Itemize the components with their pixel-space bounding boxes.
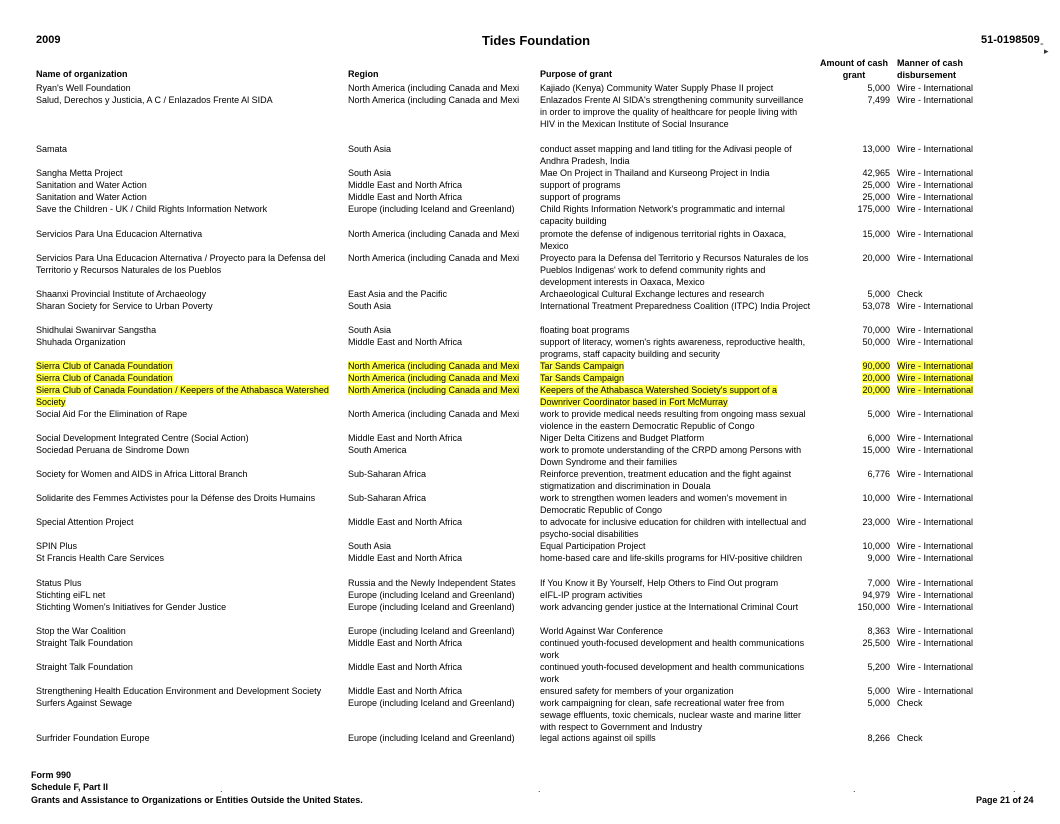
region: South Asia — [348, 168, 392, 178]
org-name: Salud, Derechos y Justicia, A C / Enlazados Frente Al SIDA — [36, 95, 273, 105]
disbursement-method: Wire - International — [897, 361, 974, 371]
org-name: SPIN Plus — [36, 541, 78, 551]
cash-amount: 50,000 — [862, 337, 890, 347]
cash-amount: 5,000 — [867, 686, 890, 696]
org-name: Save the Children - UK / Child Rights Information Network — [36, 204, 268, 214]
column-header-name: Name of organization — [36, 69, 128, 79]
cash-amount: 53,078 — [862, 301, 890, 311]
column-header-purpose: Purpose of grant — [540, 69, 613, 79]
disbursement-method: Wire - International — [897, 204, 974, 214]
cash-amount: 5,200 — [867, 662, 890, 672]
disbursement-method: Check — [897, 698, 923, 708]
disbursement-method: Wire - International — [897, 602, 974, 612]
cash-amount: 94,979 — [862, 590, 890, 600]
scan-mark: - — [1040, 38, 1044, 50]
grant-purpose: continued youth-focused development and health communications work — [540, 662, 805, 684]
org-name: Social Aid For the Elimination of Rape — [36, 409, 188, 419]
grant-purpose: Keepers of the Athabasca Watershed Society's support of a Downriver Coordinator based in Fort McMurray — [540, 385, 778, 407]
region: Europe (including Iceland and Greenland) — [348, 204, 515, 214]
disbursement-method: Wire - International — [897, 662, 974, 672]
region: Middle East and North Africa — [348, 517, 463, 527]
cash-amount: 5,000 — [867, 83, 890, 93]
cash-amount: 90,000 — [862, 361, 890, 371]
org-name: Sanitation and Water Action — [36, 180, 147, 190]
cash-amount: 8,363 — [867, 626, 890, 636]
cash-amount: 7,499 — [867, 95, 890, 105]
grant-purpose: work campaigning for clean, safe recreational water free from sewage effluents, toxic chemicals, nuclear waste and marine litter with respect to Government and Industry — [540, 698, 801, 732]
cash-amount: 25,000 — [862, 192, 890, 202]
cash-amount: 20,000 — [862, 373, 890, 383]
grant-purpose: International Treatment Preparedness Coalition (ITPC) India Project — [540, 301, 811, 311]
org-name: Sanitation and Water Action — [36, 192, 147, 202]
region: North America (including Canada and Mexi — [348, 83, 520, 93]
region: South Asia — [348, 301, 392, 311]
disbursement-method: Wire - International — [897, 638, 974, 648]
org-name: Solidarite des Femmes Activistes pour la Défense des Droits Humains — [36, 493, 316, 503]
schedule-label: Schedule F, Part II — [31, 782, 109, 792]
disbursement-method: Wire - International — [897, 469, 974, 479]
form-number: Form 990 — [31, 770, 72, 780]
cash-amount: 150,000 — [857, 602, 890, 612]
cash-amount: 15,000 — [862, 229, 890, 239]
column-header-amount: Amount of cash grant — [819, 58, 888, 80]
disbursement-method: Wire - International — [897, 253, 974, 263]
cash-amount: 70,000 — [862, 325, 890, 335]
org-name: Sierra Club of Canada Foundation — [36, 361, 173, 371]
grant-purpose: to advocate for inclusive education for children with intellectual and psycho-social disabilities — [540, 517, 807, 539]
scan-mark: ▸ — [1044, 46, 1049, 56]
region: Middle East and North Africa — [348, 192, 463, 202]
scan-dot: . — [853, 784, 856, 794]
grant-purpose: Niger Delta Citizens and Budget Platform — [540, 433, 705, 443]
cash-amount: 5,000 — [867, 698, 890, 708]
grant-purpose: work to strengthen women leaders and women's movement in Democratic Republic of Congo — [540, 493, 787, 515]
region: East Asia and the Pacific — [348, 289, 448, 299]
disbursement-method: Wire - International — [897, 385, 974, 395]
cash-amount: 23,000 — [862, 517, 890, 527]
disbursement-method: Wire - International — [897, 578, 974, 588]
org-name: Social Development Integrated Centre (Social Action) — [36, 433, 249, 443]
disbursement-method: Wire - International — [897, 337, 974, 347]
grant-purpose: support of programs — [540, 192, 621, 202]
region: North America (including Canada and Mexi — [348, 409, 520, 419]
org-name: Servicios Para Una Educacion Alternativa — [36, 229, 203, 239]
grant-purpose: Enlazados Frente Al SIDA's strengthening community surveillance in order to improve the quality of healthcare for people living with HIV in the Mexican Institute of Social Insurance — [540, 95, 804, 129]
region: North America (including Canada and Mexi — [348, 385, 520, 395]
disbursement-method: Wire - International — [897, 168, 974, 178]
disbursement-method: Wire - International — [897, 433, 974, 443]
region: Middle East and North Africa — [348, 638, 463, 648]
org-name: Stichting Women's Initiatives for Gender Justice — [36, 602, 227, 612]
region: South Asia — [348, 144, 392, 154]
org-name: Sierra Club of Canada Foundation — [36, 373, 173, 383]
cash-amount: 6,000 — [867, 433, 890, 443]
org-name: Servicios Para Una Educacion Alternativa / Proyecto para la Defensa del Territorio y Recursos Naturales de los Pueblos — [36, 253, 326, 275]
grant-purpose: If You Know it By Yourself, Help Others to Find Out program — [540, 578, 779, 588]
region: North America (including Canada and Mexi — [348, 373, 520, 383]
grant-purpose: support of literacy, women's rights awareness, reproductive health, programs, staff capacity building and security — [540, 337, 806, 359]
org-name: Straight Talk Foundation — [36, 638, 133, 648]
region: Middle East and North Africa — [348, 662, 463, 672]
grant-purpose: World Against War Conference — [540, 626, 664, 636]
grant-purpose: Tar Sands Campaign — [540, 361, 625, 371]
grant-purpose: promote the defense of indigenous territorial rights in Oaxaca, Mexico — [540, 229, 787, 251]
cash-amount: 10,000 — [862, 493, 890, 503]
disbursement-method: Wire - International — [897, 325, 974, 335]
grant-purpose: continued youth-focused development and health communications work — [540, 638, 805, 660]
disbursement-method: Wire - International — [897, 686, 974, 696]
grant-purpose: home-based care and life-skills programs for HIV-positive children — [540, 553, 803, 563]
region: Middle East and North Africa — [348, 337, 463, 347]
disbursement-method: Wire - International — [897, 373, 974, 383]
cash-amount: 20,000 — [862, 253, 890, 263]
grant-purpose: Proyecto para la Defensa del Territorio y Recursos Naturales de los Pueblos Indigenas' work to defend community rights and development interests in Oaxaca, Mexico — [540, 253, 809, 287]
grant-purpose: support of programs — [540, 180, 621, 190]
org-name: Sharan Society for Service to Urban Poverty — [36, 301, 213, 311]
cash-amount: 13,000 — [862, 144, 890, 154]
grant-purpose: Archaeological Cultural Exchange lectures and research — [540, 289, 765, 299]
org-name: Sociedad Peruana de Sindrome Down — [36, 445, 190, 455]
org-name: Shaanxi Provincial Institute of Archaeology — [36, 289, 207, 299]
page-number: Page 21 of 24 — [976, 795, 1034, 805]
disbursement-method: Wire - International — [897, 541, 974, 551]
grant-purpose: ensured safety for members of your organization — [540, 686, 734, 696]
org-name: Shidhulai Swanirvar Sangstha — [36, 325, 157, 335]
disbursement-method: Wire - International — [897, 83, 974, 93]
region: Middle East and North Africa — [348, 553, 463, 563]
cash-amount: 25,000 — [862, 180, 890, 190]
org-name: Samata — [36, 144, 68, 154]
disbursement-method: Wire - International — [897, 626, 974, 636]
region: Sub-Saharan Africa — [348, 493, 427, 503]
grant-purpose: work to provide medical needs resulting from ongoing mass sexual violence in the eastern Democratic Republic of Congo — [540, 409, 806, 431]
cash-amount: 175,000 — [857, 204, 890, 214]
org-name: Ryan's Well Foundation — [36, 83, 131, 93]
org-name: Strengthening Health Education Environment and Development Society — [36, 686, 322, 696]
disbursement-method: Wire - International — [897, 229, 974, 239]
region: Sub-Saharan Africa — [348, 469, 427, 479]
region: North America (including Canada and Mexi — [348, 253, 520, 263]
org-name: Surfers Against Sewage — [36, 698, 133, 708]
scan-dot: . — [220, 784, 223, 794]
region: Middle East and North Africa — [348, 686, 463, 696]
org-name: Sangha Metta Project — [36, 168, 123, 178]
region: Russia and the Newly Independent States — [348, 578, 516, 588]
disbursement-method: Wire - International — [897, 445, 974, 455]
org-name: St Francis Health Care Services — [36, 553, 165, 563]
org-name: Society for Women and AIDS in Africa Littoral Branch — [36, 469, 248, 479]
org-name: Stop the War Coalition — [36, 626, 126, 636]
cash-amount: 15,000 — [862, 445, 890, 455]
cash-amount: 25,500 — [862, 638, 890, 648]
region: Europe (including Iceland and Greenland) — [348, 733, 515, 743]
disbursement-method: Wire - International — [897, 409, 974, 419]
region: North America (including Canada and Mexi — [348, 361, 520, 371]
disbursement-method: Wire - International — [897, 144, 974, 154]
grant-purpose: conduct asset mapping and land titling for the Adivasi people of Andhra Pradesh, India — [540, 144, 792, 166]
org-name: Status Plus — [36, 578, 82, 588]
schedule-description: Grants and Assistance to Organizations or Entities Outside the United States. — [31, 795, 363, 805]
disbursement-method: Wire - International — [897, 95, 974, 105]
scan-dot: . — [538, 784, 541, 794]
grant-purpose: Child Rights Information Network's programmatic and internal capacity building — [540, 204, 785, 226]
disbursement-method: Check — [897, 289, 923, 299]
disbursement-method: Check — [897, 733, 923, 743]
disbursement-method: Wire - International — [897, 180, 974, 190]
region: Europe (including Iceland and Greenland) — [348, 590, 515, 600]
cash-amount: 5,000 — [867, 289, 890, 299]
grant-purpose: eIFL-IP program activities — [540, 590, 643, 600]
cash-amount: 42,965 — [862, 168, 890, 178]
cash-amount: 7,000 — [867, 578, 890, 588]
grant-purpose: Mae On Project in Thailand and Kurseong Project in India — [540, 168, 770, 178]
grant-purpose: Tar Sands Campaign — [540, 373, 625, 383]
region: Middle East and North Africa — [348, 180, 463, 190]
region: South Asia — [348, 541, 392, 551]
disbursement-method: Wire - International — [897, 590, 974, 600]
disbursement-method: Wire - International — [897, 553, 974, 563]
grant-purpose: work advancing gender justice at the International Criminal Court — [540, 602, 799, 612]
cash-amount: 6,776 — [867, 469, 890, 479]
region: North America (including Canada and Mexi — [348, 229, 520, 239]
cash-amount: 5,000 — [867, 409, 890, 419]
scan-dot: . — [1013, 784, 1016, 794]
cash-amount: 8,266 — [867, 733, 890, 743]
cash-amount: 20,000 — [862, 385, 890, 395]
region: Europe (including Iceland and Greenland) — [348, 602, 515, 612]
region: North America (including Canada and Mexi — [348, 95, 520, 105]
org-name: Straight Talk Foundation — [36, 662, 133, 672]
disbursement-method: Wire - International — [897, 192, 974, 202]
region: South America — [348, 445, 407, 455]
org-name: Stichting eiFL net — [36, 590, 106, 600]
region: Europe (including Iceland and Greenland) — [348, 626, 515, 636]
column-header-region: Region — [348, 69, 379, 79]
grant-purpose: floating boat programs — [540, 325, 630, 335]
org-name: Shuhada Organization — [36, 337, 126, 347]
org-name: Surfrider Foundation Europe — [36, 733, 150, 743]
org-name: Sierra Club of Canada Foundation / Keepers of the Athabasca Watershed Society — [36, 385, 329, 407]
tax-year: 2009 — [36, 34, 61, 46]
grant-purpose: Kajiado (Kenya) Community Water Supply Phase II project — [540, 83, 774, 93]
grant-purpose: work to promote understanding of the CRPD among Persons with Down Syndrome and their families — [540, 445, 802, 467]
grant-purpose: Reinforce prevention, treatment education and the fight against stigmatization and discrimination in Douala — [540, 469, 792, 491]
organization-title: Tides Foundation — [482, 33, 591, 48]
region: South Asia — [348, 325, 392, 335]
ein-number: 51-0198509 — [981, 34, 1040, 46]
disbursement-method: Wire - International — [897, 517, 974, 527]
cash-amount: 9,000 — [867, 553, 890, 563]
region: Europe (including Iceland and Greenland) — [348, 698, 515, 708]
org-name: Special Attention Project — [36, 517, 134, 527]
region: Middle East and North Africa — [348, 433, 463, 443]
grant-purpose: legal actions against oil spills — [540, 733, 656, 743]
disbursement-method: Wire - International — [897, 493, 974, 503]
cash-amount: 10,000 — [862, 541, 890, 551]
disbursement-method: Wire - International — [897, 301, 974, 311]
grant-purpose: Equal Participation Project — [540, 541, 646, 551]
column-header-manner: Manner of cash disbursement — [897, 58, 964, 80]
